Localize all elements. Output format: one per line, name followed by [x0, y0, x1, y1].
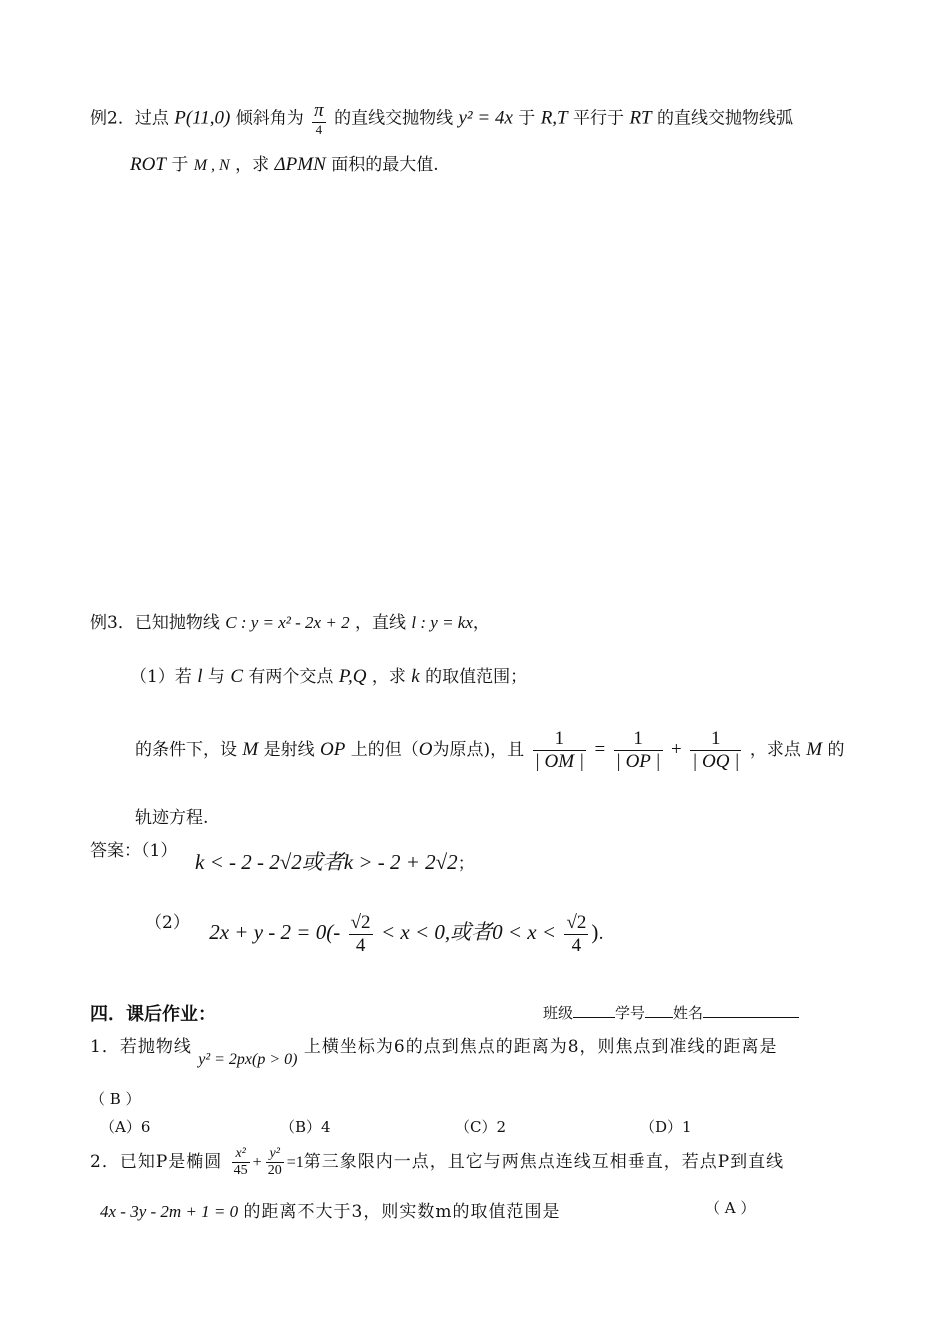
answer-2-close: ): [591, 919, 599, 944]
q1-pq: P,Q: [338, 666, 367, 687]
parabola-equation: y² = 4x: [458, 107, 513, 129]
option-c: （C）2: [455, 1118, 507, 1136]
class-label: 班级: [543, 1004, 574, 1022]
section-title-text: 四．课后作业：: [90, 1004, 216, 1025]
q2-o: O: [418, 738, 433, 760]
denominator-om: | OM |: [534, 750, 585, 772]
points-mn: M , N: [193, 157, 230, 174]
q1-text: 与: [207, 667, 225, 687]
homework-2: [90, 1146, 784, 1179]
numerator: 1: [533, 728, 587, 751]
q2-text: 上的但（: [350, 739, 419, 760]
example-3-question-2-end: [135, 803, 208, 828]
q2-text: 轨迹方程.: [135, 808, 209, 828]
hw1-text: 1．若抛物线: [90, 1037, 192, 1057]
four-denominator: 4: [355, 934, 366, 956]
answer-2-part-a: 2x + y - 2 = 0(-: [209, 919, 341, 944]
sqrt2-numerator: √2: [350, 912, 371, 933]
q1-text: ，求: [371, 667, 406, 687]
ex2-text: 的直线交抛物线弧: [657, 108, 794, 129]
student-info: [543, 1002, 799, 1023]
class-blank[interactable]: [573, 1003, 615, 1018]
answer-1-expression: k < - 2 - 2√2或者k > - 2 + 2√2: [195, 850, 458, 874]
q2-text: ，求点: [749, 739, 801, 760]
numerator: 1: [690, 728, 741, 751]
segment-rt: RT: [629, 107, 652, 129]
fraction-sqrt2-over-4: [564, 912, 588, 957]
q2-m: M: [806, 738, 823, 760]
arc-rot: ROT: [130, 154, 166, 175]
points-rt: R,T: [540, 107, 568, 129]
answer-2-end: .: [598, 923, 604, 944]
equals-one: =1: [286, 1154, 304, 1172]
q2-text: 的: [827, 739, 845, 760]
four-denominator: 4: [571, 934, 582, 956]
answer-1-formula: [195, 846, 475, 876]
parabola-c: C : y = x² - 2x + 2: [225, 613, 350, 632]
number-label: 学号: [615, 1004, 646, 1022]
hw2-line-equation: 4x - 3y - 2m + 1 = 0: [100, 1202, 239, 1221]
q2-m: M: [242, 738, 259, 760]
q2-text: 为原点)，且: [432, 739, 525, 760]
x-squared: x²: [232, 1146, 250, 1163]
hw2-text: 2．已知P是椭圆: [90, 1152, 223, 1173]
section-title: [90, 1000, 216, 1026]
ex3-text: ，直线: [354, 613, 406, 633]
ellipse-y-term: [266, 1146, 284, 1179]
q1-text: 的取值范围；: [425, 667, 528, 687]
pi-denominator: 4: [315, 121, 323, 137]
ellipse-x-term: [232, 1146, 250, 1179]
q1-l: l: [197, 666, 203, 687]
number-blank[interactable]: [645, 1003, 673, 1018]
triangle-pmn: ΔPMN: [274, 154, 326, 175]
hw1-options: [100, 1116, 692, 1137]
q1-text: （1）若: [130, 667, 192, 687]
hw1-answer-text: （ B ）: [90, 1090, 141, 1108]
q2-text: 的条件下，设: [135, 739, 237, 760]
answer-2-label: （2）: [145, 913, 190, 933]
answer-label: 答案：（1）: [90, 841, 178, 861]
homework-1: [90, 1032, 778, 1068]
ex2-text: 倾斜角为: [235, 108, 304, 129]
example-2-line-2: [130, 150, 439, 176]
name-label: 姓名: [673, 1004, 704, 1022]
fraction-1-om: [533, 728, 587, 773]
line-l: l : y = kx: [411, 613, 473, 632]
name-blank[interactable]: [703, 1003, 799, 1018]
example-3-line-1: [90, 608, 490, 633]
ex2-text: 于: [518, 108, 536, 129]
hw2-text: 的距离不大于3，则实数m的取值范围是: [243, 1202, 561, 1222]
ex2-text: 于: [171, 155, 189, 175]
example-3-question-1: [130, 662, 527, 688]
plus-sign: +: [252, 1154, 263, 1172]
q2-op: OP: [320, 738, 346, 760]
ex3-label: 例3．已知抛物线: [90, 613, 220, 633]
example-2-line-1: [90, 100, 793, 138]
fraction-sqrt2-over-4: [349, 912, 373, 957]
denominator-45: 45: [233, 1163, 248, 1179]
q1-c: C: [230, 666, 244, 687]
denominator-20: 20: [267, 1163, 282, 1179]
answer-1-end: ；: [457, 854, 475, 874]
hw2-text: 第三象限内一点，且它与两焦点连线互相垂直，若点P到直线: [303, 1152, 785, 1173]
pi-over-4: [312, 100, 326, 138]
option-d: （D）1: [640, 1118, 692, 1136]
numerator: 1: [614, 728, 663, 751]
example-3-question-2: [135, 728, 845, 773]
ex2-label: 例2．过点: [90, 108, 169, 129]
plus-sign: +: [670, 738, 682, 760]
hw1-answer: [90, 1088, 141, 1109]
denominator-op: | OP |: [615, 750, 661, 772]
q1-k: k: [411, 666, 420, 687]
ex2-text: 平行于: [573, 108, 625, 129]
sqrt2-numerator: √2: [566, 912, 587, 933]
ex2-text: 的直线交抛物线: [334, 108, 454, 129]
answer-2-part-b: < x < 0,或者0 < x <: [380, 919, 557, 944]
point-p: P(11,0): [174, 107, 231, 129]
y-squared: y²: [266, 1146, 284, 1163]
q1-text: 有两个交点: [248, 667, 334, 687]
ex2-text: ，求: [235, 155, 270, 175]
hw1-equation: y² = 2px(p > 0): [198, 1051, 298, 1068]
answer-1: [90, 836, 177, 861]
answer-2: [145, 912, 604, 957]
ex3-comma: ，: [472, 613, 490, 633]
hw2-answer: （ A ）: [705, 1199, 756, 1217]
pi-numerator: π: [314, 100, 324, 121]
ex2-text: 面积的最大值.: [331, 155, 439, 175]
homework-2-line-2: [100, 1197, 756, 1222]
option-b: （B）4: [280, 1118, 331, 1136]
hw1-text: 上横坐标为6的点到焦点的距离为8，则焦点到准线的距离是: [303, 1037, 778, 1057]
fraction-1-oq: [690, 728, 741, 773]
q2-text: 是射线: [263, 739, 315, 760]
denominator-oq: | OQ |: [692, 750, 740, 772]
option-a: （A）6: [100, 1118, 151, 1136]
fraction-1-op: [614, 728, 663, 773]
equals-sign: =: [594, 738, 606, 760]
